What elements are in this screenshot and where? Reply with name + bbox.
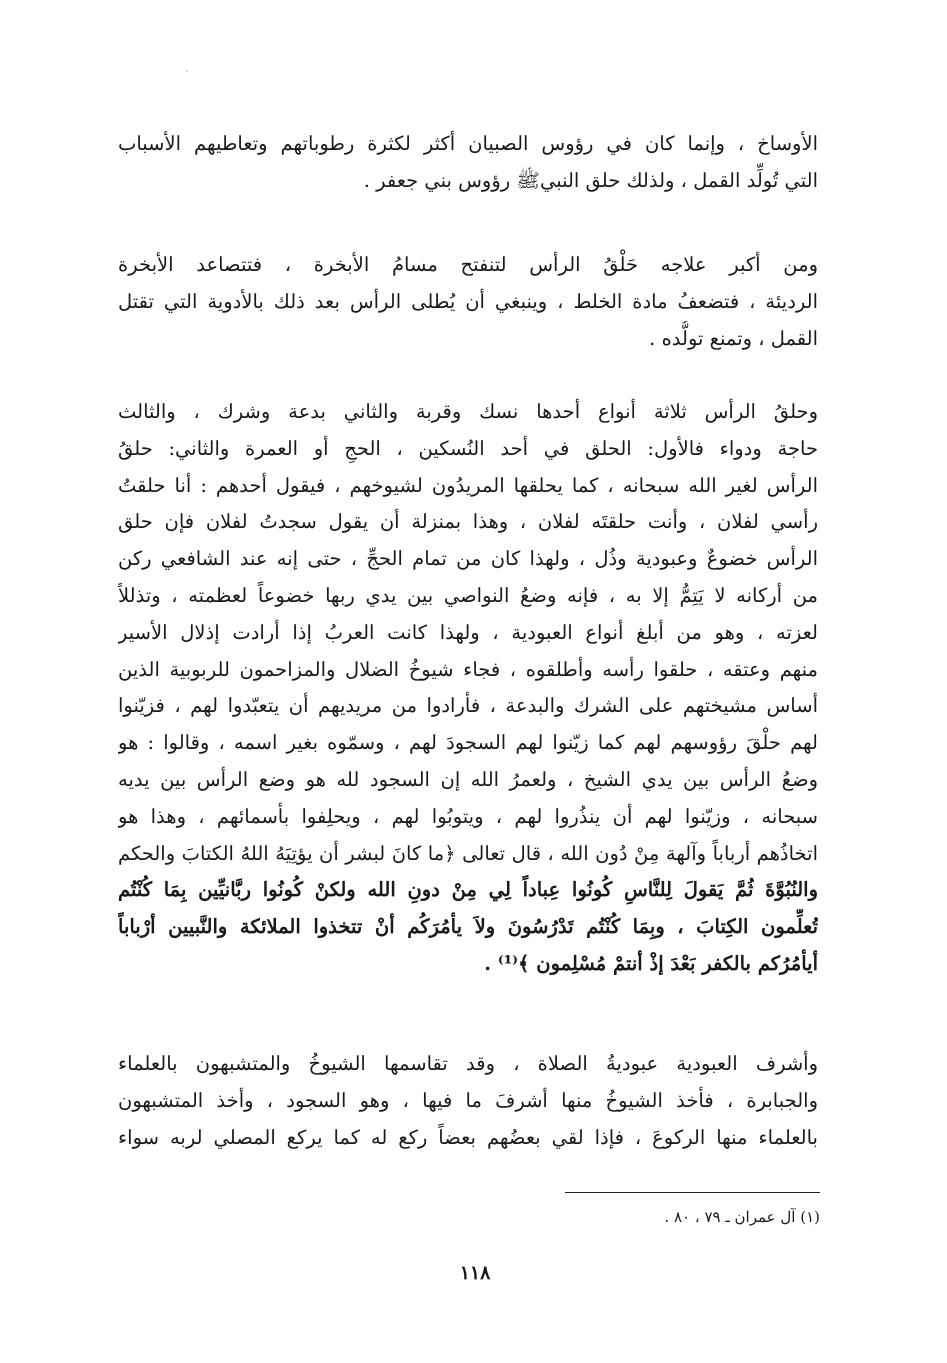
paragraph-line: الأوساخ ، وإنما كان في رؤوس الصبيان أكثر لكثرة رطوباتهم وتعاطيهم الأسباب bbox=[118, 132, 818, 155]
paragraph-line: منهم وعتقه ، حلقوا رأسه وأطلقوه ، فجاء شيوخُ الضلال والمزاحمون للربوبية الذين bbox=[118, 657, 818, 681]
paragraph-4 bbox=[118, 1046, 818, 1156]
paragraph-line: وضعُ الرأس بين يدي الشيخ ، ولعمرُ الله إن السجود لله هو وضع الرأس بين يديه bbox=[118, 767, 818, 791]
paragraph-line: وأشرف العبودية عبوديةُ الصلاة ، وقد تقاسمها الشيوخُ والمتشبهون بالعلماء bbox=[118, 1052, 818, 1075]
paragraph-2 bbox=[118, 247, 818, 357]
paragraph-line: لهم حلْقَ رؤوسهم لهم كما زيّنوا لهم السجودَ لهم ، وسمّوه بغير اسمه ، وقالوا : هو bbox=[118, 731, 818, 755]
paragraph-line: الرديئة ، فتضعفُ مادة الخلط ، وينبغي أن يُطلى الرأس بعد ذلك بالأدوية التي تقتل bbox=[118, 289, 818, 313]
paragraph-line: الرأس لغير الله سبحانه ، كما يحلقها المريدُون لشيوخهم ، فيقول أحدهم : أنا حلقتُ bbox=[118, 473, 818, 497]
paragraph-1 bbox=[118, 126, 818, 200]
paragraph-line: ومن أكبر علاجه حَلْقُ الرأس لتنفتح مسامُ الأبخرة ، فتتصاعد الأبخرة bbox=[118, 253, 818, 276]
paragraph-line: القمل ، وتمنع تولُّده . bbox=[649, 326, 818, 350]
paragraph-line: اتخاذُهم أرباباً وآلهة مِنْ دُون الله ، قال تعالى ﴿ما كانَ لبشر أن يؤتِيَهُ اللهُ الكتابَ والحكم bbox=[118, 841, 818, 865]
paragraph-line: التي تُولِّد القمل ، ولذلك حلق النبيﷺ رؤوس بني جعفر . bbox=[363, 168, 818, 192]
paragraph-line: أساس مشيختهم على الشرك والبدعة ، فأرادوا من مريديهم أن يتعبّدوا لهم ، فزيّنوا bbox=[118, 694, 818, 718]
footnote: (١) آل عمران ـ ٧٩ ، ٨٠ . bbox=[664, 1208, 820, 1226]
scan-speck bbox=[186, 70, 188, 72]
quran-verse-line: والنُبُوَّةَ ثُمَّ يَقولَ لِلنَّاسِ كُونُوا عِباداً لِي مِنْ دونِ الله ولكنْ كُونُوا ربَّانيِّين بِمَا كُنْتُم bbox=[118, 878, 818, 902]
paragraph-line: وحلقُ الرأس ثلاثة أنواع أحدها نسك وقربة والثاني بدعة وشرك ، والثالث bbox=[118, 400, 818, 423]
paragraph-3 bbox=[118, 394, 818, 983]
quran-verse-line: تُعلِّمون الكِتابَ ، وبِمَا كُنْتُم تَدْرُسُونَ ولاَ يأمُرَكُم أنْ تتخذوا الملائكة والنَّبيين أرْباباً bbox=[118, 915, 818, 939]
page-number: ١١٨ bbox=[459, 1262, 491, 1284]
paragraph-line: والجبابرة ، فأخذ الشيوخُ منها أشرفَ ما فيها ، وهو السجود ، وأخذ المتشبهون bbox=[118, 1088, 818, 1112]
paragraph-line: رأسي لفلان ، وأنت حلقتَه لفلان ، وهذا بمنزلة أن يقول سجدتُ لفلان فإن حلق bbox=[118, 510, 818, 534]
paragraph-line: لعزته ، وهو من أبلغ أنواع العبودية ، ولهذا كانت العربُ إذا أرادت إذلال الأسير bbox=[118, 620, 818, 644]
quran-verse-line: أيأمُرُكم بالكفر بَعْدَ إذْ أنتمْ مُسْلِمون ﴾⁽¹⁾ . bbox=[484, 951, 818, 975]
paragraph-line: حاجة ودواء فالأول: الحلق في أحد النُسكين ، الحجِ أو العمرة والثاني: حلقُ bbox=[118, 436, 818, 460]
paragraph-line: بالعلماء منها الركوعَ ، فإذا لقي بعضُهم بعضاً ركع له كما يركع المصلي لربه سواء bbox=[118, 1125, 818, 1149]
paragraph-line: من أركانه لا يَتِمُّ إلا به ، فإنه وضعُ النواصي بين يدي ربها خضوعاً لعظمته ، وتذللاً bbox=[118, 583, 818, 607]
paragraph-line: سبحانه ، وزيّنوا لهم أن ينذُروا لهم ، ويتوبُوا لهم ، ويحلِفوا بأسمائهم ، وهذا هو bbox=[118, 804, 818, 828]
footnote-divider bbox=[565, 1192, 820, 1193]
paragraph-line: الرأس خضوعٌ وعبودية وذُل ، ولهذا كان من تمام الحجِّ ، حتى إنه عند الشافعي ركن bbox=[118, 547, 818, 571]
